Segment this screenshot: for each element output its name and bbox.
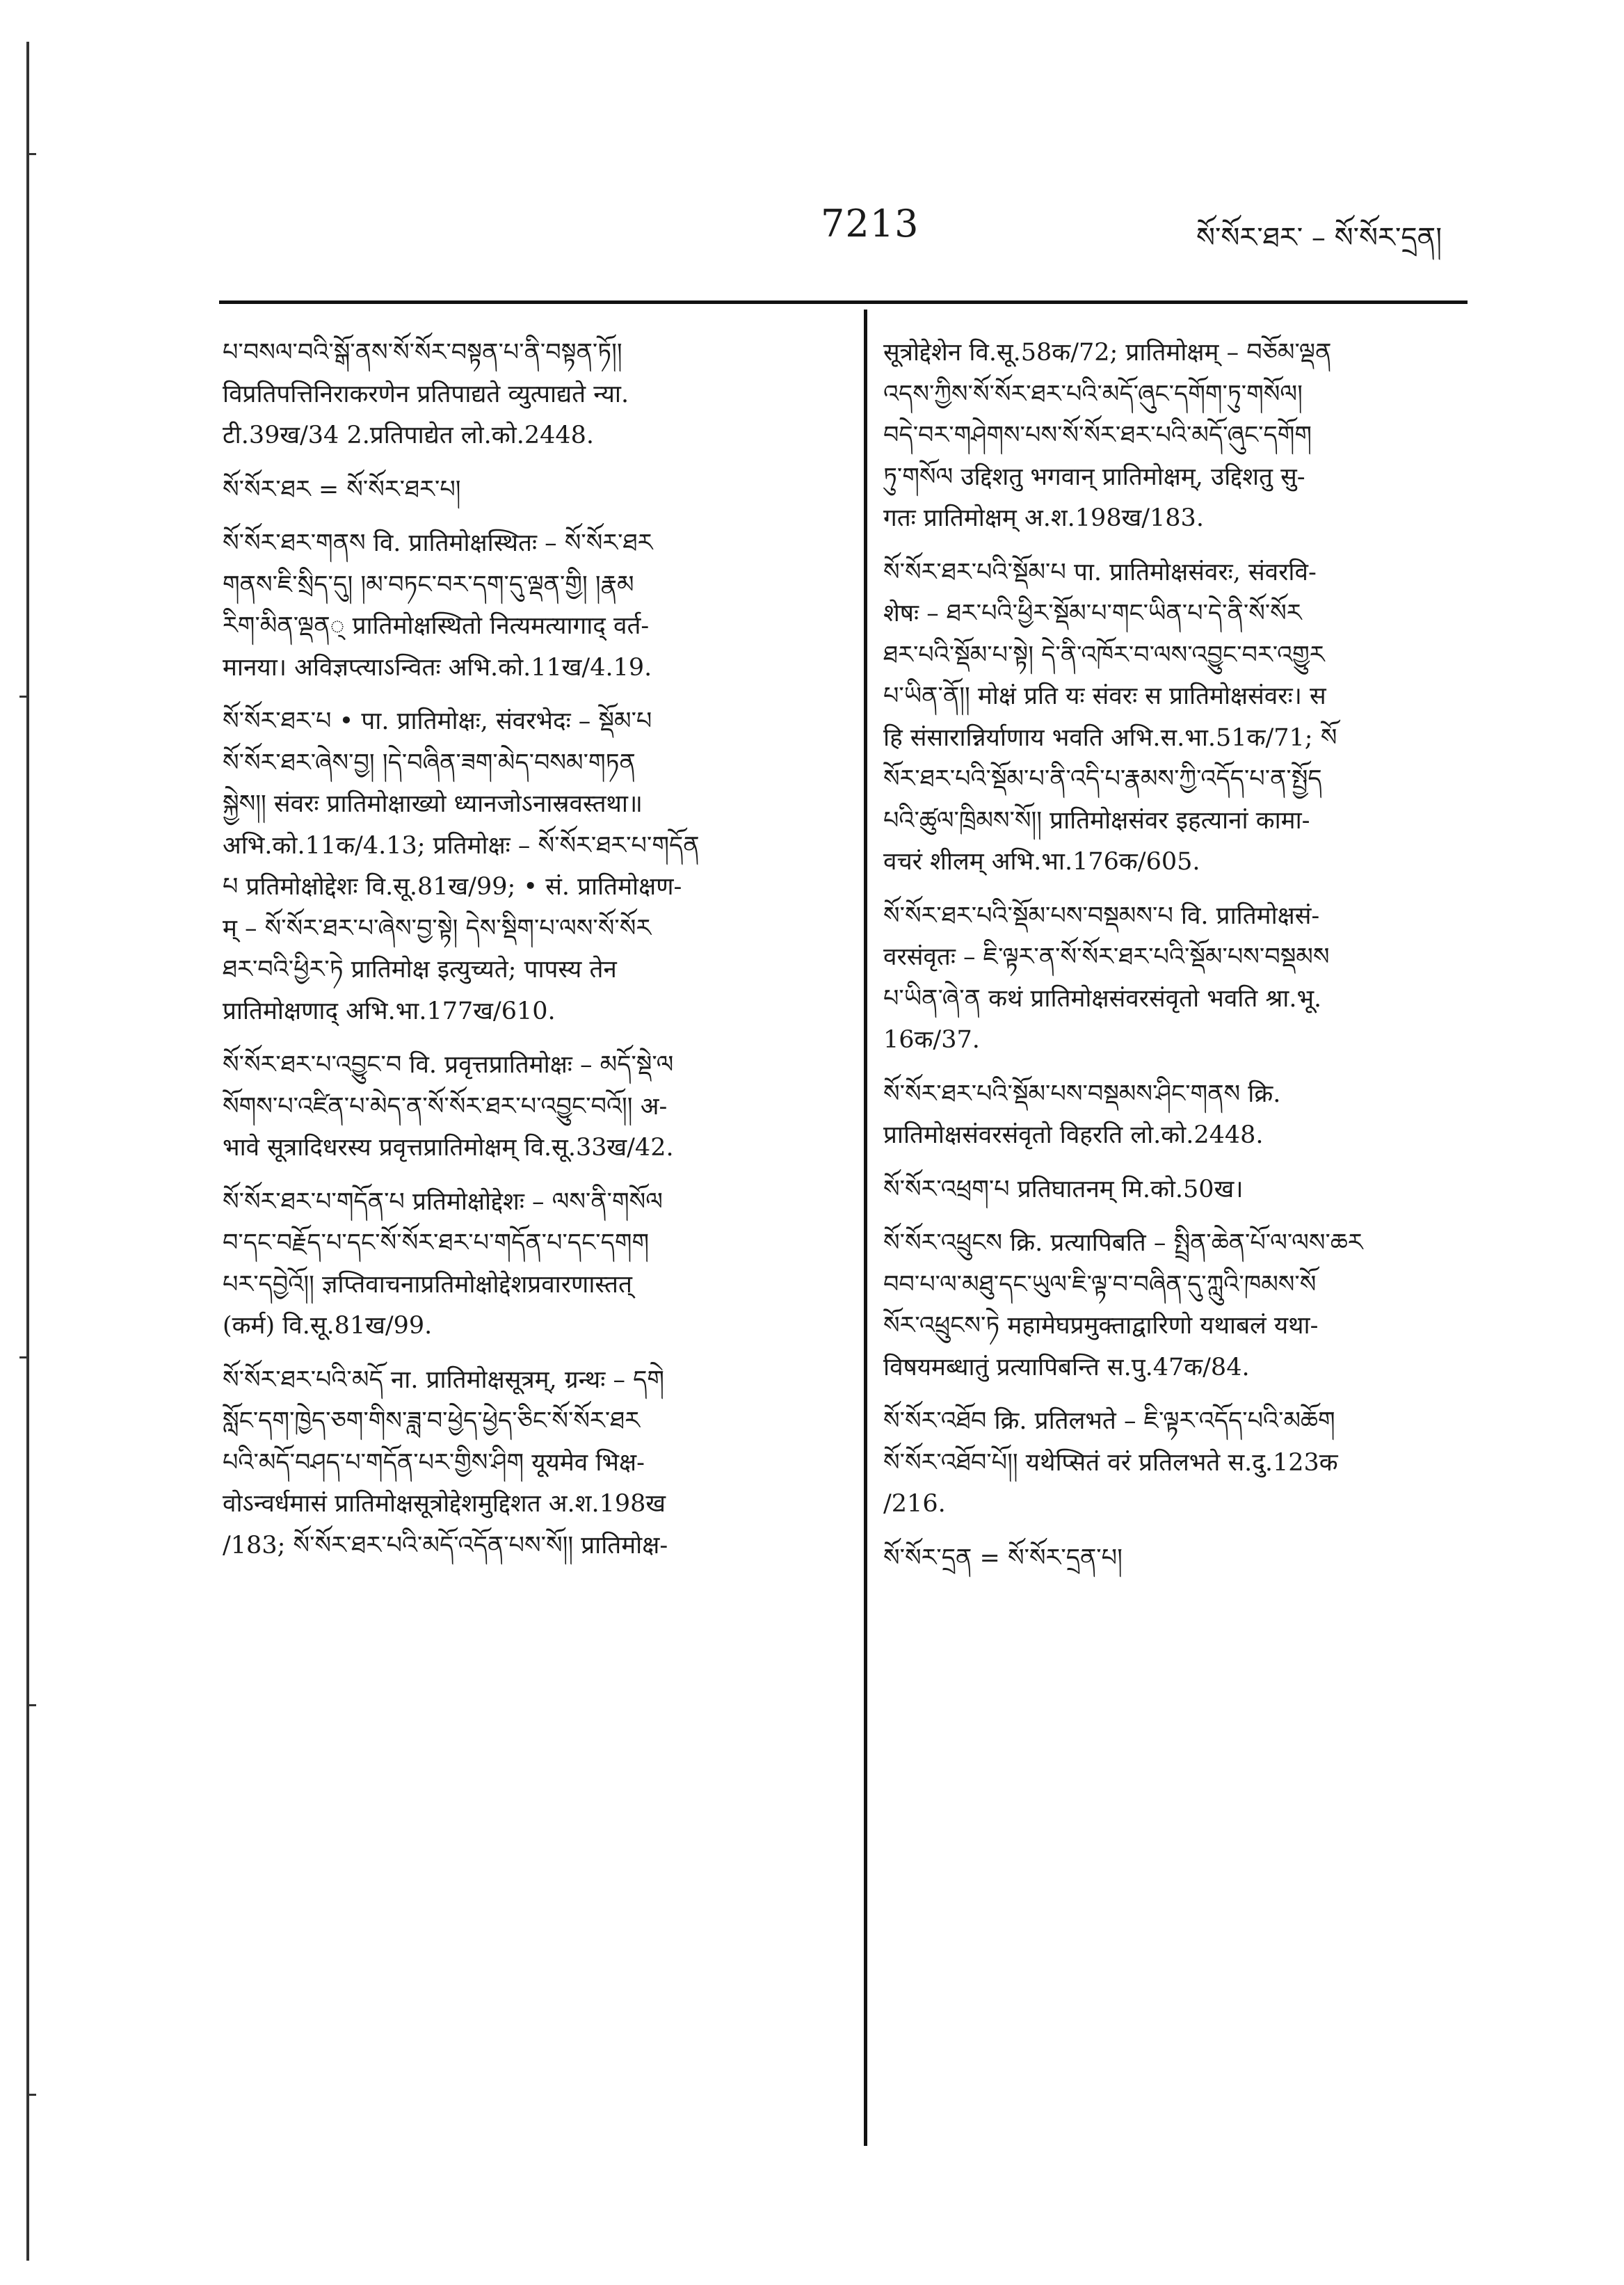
entry-gap	[883, 1388, 1474, 1401]
dictionary-entry	[883, 1223, 1474, 1388]
entry-headword-line: པ་བསལ་བའི་སྒོ་ནས་སོ་སོར་བསྟན་པ་ནི་བསྟན་ཏོ།།	[223, 339, 622, 367]
entry-headword-line: སོ་སོར་ཐར་པའི་སྡོམ་པས་བསྡམས་ཤིང་གནས क्रि.	[883, 1080, 1281, 1108]
entry-line: གནས་ཇི་སྲིད་དུ། །མ་བཏང་བར་དག་དུ་ལྡན་གྱི། །རྣམ	[223, 570, 634, 599]
entry-gap	[223, 689, 835, 701]
edge-tick	[29, 153, 36, 155]
page-header	[0, 202, 1624, 257]
entry-line: སོར་འཕྲུངས་ཏེ महामेघप्रमुक्ताद्वारिणो यथाबलं यथा-	[883, 1312, 1319, 1340]
entry-line: प्रातिमोक्षसंवरसंवृतो विहरति लो.को.2448.	[883, 1121, 1264, 1149]
entry-line: मानया। अविज्ञप्त्याऽन्वितः अभि.को.11ख/4.19.	[223, 653, 652, 682]
entry-line: ཏུ་གསོལ उद्दिशतु भगवान् प्रातिमोक्षम्, उद्दिशतु सु-	[883, 463, 1305, 491]
entry-line: པའི་མདོ་བཤད་པ་གདོན་པར་གྱིས་ཤིག यूयमेव भिक्ष-	[223, 1448, 645, 1477]
entry-gap	[883, 1525, 1474, 1538]
dictionary-entry	[223, 332, 835, 457]
entry-line: པར་དབྱེའོ།། ज्ञप्तिवाचनाप्रतिमोक्षोद्देशप्रवारणास्तत्	[223, 1270, 632, 1299]
entry-headword-line: སོ་སོར་ཐར་པའི་སྡོམ་པ पा. प्रातिमोक्षसंवरः, संवरवि-	[883, 558, 1317, 586]
entry-line: བབ་པ་ལ་མཐུ་དང་ཡུལ་ཇི་ལྟ་བ་བཞིན་དུ་ཀླུའི་ཁམས་སོ	[883, 1270, 1317, 1299]
entry-gap	[223, 511, 835, 523]
dictionary-entry	[883, 332, 1474, 540]
edge-tick	[29, 1704, 36, 1706]
left-column	[223, 332, 835, 1579]
right-column	[883, 332, 1474, 1592]
entry-line: སོ་སོར་ཐར་ཞེས་བྱ། །དེ་བཞིན་ཟག་མེད་བསམ་གཏན	[223, 748, 636, 777]
entry-gap	[883, 1061, 1474, 1074]
entry-line: པའི་ཚུལ་ཁྲིམས་སོ།། प्रातिमोक्षसंवर इहत्यानां कामा-	[883, 806, 1310, 835]
entry-gap	[883, 540, 1474, 552]
entry-headword-line: སོ་སོར་འཕྲག་པ प्रतिघातनम् मि.को.50ख।	[883, 1175, 1244, 1203]
entry-line: (कर्म) वि.सू.81ख/99.	[223, 1312, 433, 1340]
entry-line: ཐར་བའི་ཕྱིར་ཏེ प्रातिमोक्ष इत्युच्यते; पापस्य तेन	[223, 956, 617, 984]
entry-gap	[223, 1347, 835, 1360]
entry-gap	[883, 1157, 1474, 1169]
entry-line: པ་ཡིན་ཞེ་ན कथं प्रातिमोक्षसंवरसंवृतो भवति श्रा.भू.	[883, 984, 1322, 1013]
dictionary-entry	[883, 552, 1474, 883]
entry-line: भावे सूत्रादिधरस्य प्रवृत्तप्रातिमोक्षम् वि.सू.33ख/42.	[223, 1134, 674, 1162]
entry-headword-line: སོ་སོར་དྲན = སོ་སོར་དྲན་པ།	[883, 1544, 1123, 1572]
entry-headword-line: སོ་སོར་ཐར་གནས वि. प्रातिमोक्षस्थितः – སོ་སོར་ཐར	[223, 529, 653, 557]
entry-headword-line: སོ་སོར་ཐར་པ་གདོན་པ प्रतिमोक्षोद्देशः – ལས་ནི་གསོལ	[223, 1187, 663, 1216]
entry-line: སོ་སོར་འཐོབ་པོ།། यथेप्सितं वरं प्रतिलभते स.दु.123क	[883, 1448, 1338, 1477]
page-number: 7213	[821, 202, 919, 246]
entry-line: विषयमब्धातुं प्रत्यापिबन्ति स.पु.47क/84.	[883, 1353, 1250, 1381]
entry-line: /183; སོ་སོར་ཐར་པའི་མདོ་འདོན་པས་སོ།། प्रातिमोक्ष-	[223, 1531, 668, 1560]
entry-line: प्रातिमोक्षणाद् अभि.भा.177ख/610.	[223, 997, 556, 1025]
entry-line: བ་དང་བརྗོད་པ་དང་སོ་སོར་ཐར་པ་གདོན་པ་དང་དགག	[223, 1229, 650, 1257]
edge-tick	[19, 696, 26, 698]
entry-line: སོགས་པ་འཛིན་པ་མེད་ན་སོ་སོར་ཐར་པ་འབྱུང་བའོ།། अ-	[223, 1092, 668, 1121]
entry-headword-line: སོ་སོར་ཐར་པ་འབྱུང་བ वि. प्रवृत्तप्रातिमोक्षः – མདོ་སྡེ་ལ	[223, 1051, 674, 1079]
entry-line: वोऽन्वर्धमासं प्रातिमोक्षसूत्रोद्देशमुद्दिशत अ.श.198ख	[223, 1490, 666, 1518]
left-edge-line	[26, 42, 29, 2261]
dictionary-entry	[883, 1074, 1474, 1157]
entry-line: गतः प्रातिमोक्षम् अ.श.198ख/183.	[883, 504, 1204, 532]
entry-line: /216.	[883, 1490, 946, 1518]
entry-gap	[223, 457, 835, 470]
dictionary-entry	[883, 896, 1474, 1061]
dictionary-entry	[223, 701, 835, 1032]
entry-line: वरसंवृतः – ཇི་ལྟར་ན་སོ་སོར་ཐར་པའི་སྡོམ་པས་བསྡམས	[883, 943, 1330, 971]
entry-headword-line: སོ་སོར་ཐར་པ • पा. प्रातिमोक्षः, संवरभेदः – སྡོམ་པ	[223, 707, 652, 735]
entry-line: म् – སོ་སོར་ཐར་པ་ཞེས་བྱ་སྟེ། དེས་སྡིག་པ་ལས་སོ་སོར	[223, 914, 652, 943]
entry-line: པ་ཡིན་ནོ།། मोक्षं प्रति यः संवरः स प्रातिमोक्षसंवरः। स	[883, 682, 1326, 710]
entry-headword-line: སོ་སོར་འཕྲུངས क्रि. प्रत्यापिबति – སྤྲིན་ཆེན་པོ་ལ་ལས་ཆར	[883, 1229, 1363, 1257]
dictionary-entry	[223, 1182, 835, 1347]
dictionary-entry	[883, 1538, 1474, 1580]
dictionary-entry	[883, 1169, 1474, 1211]
dictionary-entry	[223, 523, 835, 689]
entry-gap	[223, 1566, 835, 1579]
entry-line: 16क/37.	[883, 1026, 980, 1054]
entry-line: པ प्रतिमोक्षोद्देशः वि.सू.81ख/99; • सं. प्रातिमोक्षण-	[223, 873, 682, 901]
edge-tick	[19, 1356, 26, 1358]
dictionary-entry	[223, 470, 835, 511]
entry-line: འདས་ཀྱིས་སོ་སོར་ཐར་པའི་མདོ་ཞུང་དགོག་ཏུ་གསོལ།	[883, 380, 1303, 408]
entry-line: སློང་དག་ཁྱེད་ཅག་གིས་ཟླ་བ་ཕྱེད་ཕྱེད་ཅིང་སོ་སོར་ཐར	[223, 1407, 641, 1435]
entry-gap	[223, 1169, 835, 1182]
entry-gap	[883, 883, 1474, 896]
entry-line: अभि.को.11क/4.13; प्रतिमोक्षः – སོ་སོར་ཐར་པ་གདོན	[223, 831, 700, 860]
dictionary-entry	[223, 1045, 835, 1169]
entry-line: वचरं शीलम् अभि.भा.176क/605.	[883, 848, 1200, 876]
dictionary-entry	[223, 1360, 835, 1567]
running-head: སོ་སོར་ཐར་ – སོ་སོར་དྲན།	[1196, 222, 1442, 254]
dictionary-entry	[883, 1401, 1474, 1525]
entry-line: हि संसारान्निर्याणाय भवति अभि.स.भा.51क/71; སོ	[883, 723, 1337, 752]
entry-line: विप्रतिपत्तिनिराकरणेन प्रतिपाद्यते व्युत्पाद्यते न्या.	[223, 380, 629, 408]
entry-headword-line: སོ་སོར་ཐར = སོ་སོར་ཐར་པ།	[223, 475, 461, 504]
entry-headword-line: སོ་སོར་འཐོབ क्रि. प्रतिलभते – ཇི་ལྟར་འདོད་པའི་མཆོག	[883, 1407, 1335, 1435]
entry-line: སྐྱེས།། संवरः प्रातिमोक्षाख्यो ध्यानजोऽनास्रवस्तथा॥	[223, 790, 643, 818]
edge-tick	[29, 2094, 36, 2096]
entry-gap	[883, 1579, 1474, 1592]
entry-gap	[223, 1032, 835, 1045]
entry-headword-line: སོ་སོར་ཐར་པའི་སྡོམ་པས་བསྡམས་པ वि. प्रातिमोक्षसं-	[883, 901, 1320, 930]
entry-line: शेषः – ཐར་པའི་ཕྱིར་སྡོམ་པ་གང་ཡིན་པ་དེ་ནི་སོ་སོར	[883, 600, 1302, 627]
entry-headword-line: सूत्रोद्देशेन वि.सू.58क/72; प्रातिमोक्षम् – བཅོམ་ལྡན	[883, 339, 1332, 367]
entry-gap	[883, 1210, 1474, 1223]
header-rule	[219, 300, 1468, 304]
column-divider	[864, 310, 867, 2146]
entry-headword-line: སོ་སོར་ཐར་པའི་མདོ ना. प्रातिमोक्षसूत्रम्, ग्रन्थः – དགེ	[223, 1365, 665, 1394]
entry-line: ཐར་པའི་སྡོམ་པ་སྟེ། དེ་ནི་འཁོར་བ་ལས་འབྱུང་བར་འགྱུར	[883, 641, 1325, 669]
entry-line: རིག་མིན་ལྡན् प्रातिमोक्षस्थितो नित्यमत्यागाद् वर्त-	[223, 612, 650, 640]
entry-line: བདེ་བར་གཤེགས་པས་སོ་སོར་ཐར་པའི་མདོ་ཞུང་དགོག	[883, 422, 1312, 449]
entry-line: टी.39ख/34 2.प्रतिपाद्येत लो.को.2448.	[223, 422, 595, 449]
entry-line: སོར་ཐར་པའི་སྡོམ་པ་ནི་འདི་པ་རྣམས་ཀྱི་འདོད་པ་ན་སྤྱོད	[883, 765, 1322, 793]
